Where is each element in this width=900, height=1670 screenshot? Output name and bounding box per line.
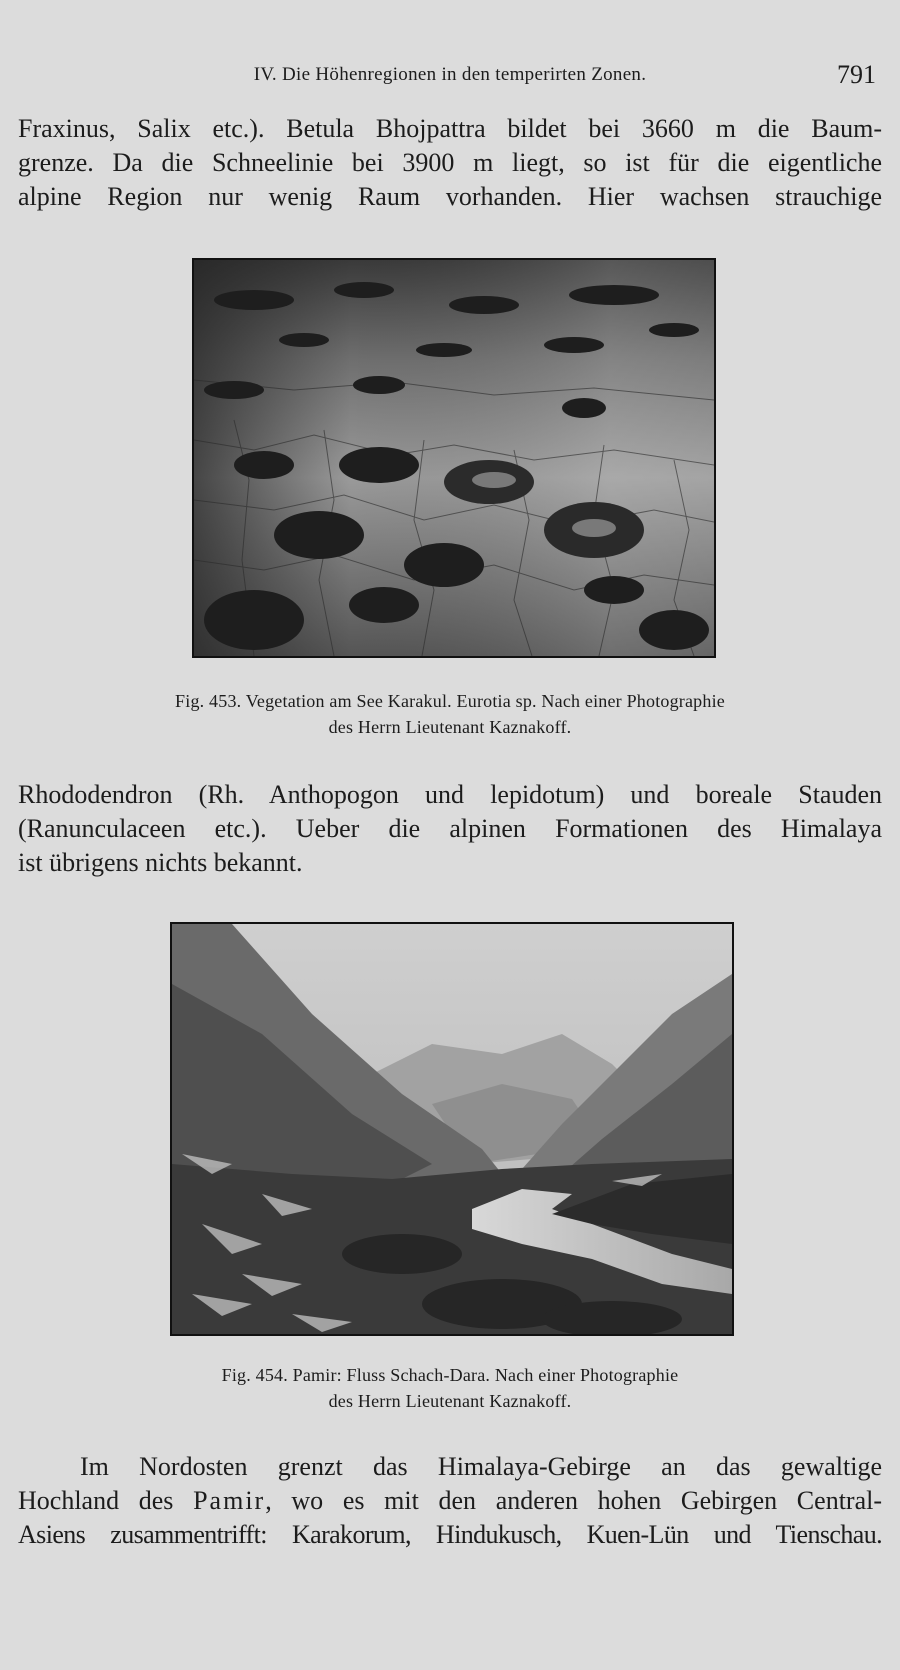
text-line [18,1484,882,1518]
figure-454-caption [18,1362,882,1414]
running-title: IV. Die Höhenregionen in den temperirten Zonen. [253,64,647,85]
figure-453-caption [18,688,882,740]
paragraph-2 [18,778,882,880]
text-line: Im Nordosten grenzt das Himalaya-Gebirge an das gewaltige [80,1452,882,1481]
text-line: Rhododendron (Rh. Anthopogon und lepidotum) und boreale Stauden [18,780,882,809]
text-line: (Ranunculaceen etc.). Ueber die alpinen Formationen des Himalaya [18,814,882,843]
text-line: ist übrigens nichts bekannt. [18,848,303,877]
running-head [18,60,882,90]
text-line: Asiens zusammentrifft: Karakorum, Hindukusch, Kuen-Lün und Tienschau. [18,1520,882,1549]
paragraph-3 [18,1450,882,1552]
figure-454-photo [170,922,734,1336]
figure-453-photo [192,258,716,658]
caption-line: Fig. 453. Vegetation am See Karakul. Eurotia sp. Nach einer Photographie [175,691,725,711]
caption-line: Fig. 454. Pamir: Fluss Schach-Dara. Nach einer Photographie [221,1365,679,1385]
text-fragment: Hochland des [18,1486,194,1515]
text-line: alpine Region nur wenig Raum vorhanden. Hier wachsen strauchige [18,182,882,211]
text-fragment: , wo es mit den anderen hohen Gebirgen Central- [265,1486,882,1515]
paragraph-1 [18,112,882,214]
text-line: grenze. Da die Schneelinie bei 3900 m liegt, so ist für die eigentliche [18,148,882,177]
spaced-word: Pamir [193,1486,266,1515]
caption-line: des Herrn Lieutenant Kaznakoff. [328,717,572,737]
caption-line: des Herrn Lieutenant Kaznakoff. [328,1391,572,1411]
text-line: Fraxinus, Salix etc.). Betula Bhojpattra bildet bei 3660 m die Baum- [18,114,882,143]
page-number: 791 [837,60,876,89]
